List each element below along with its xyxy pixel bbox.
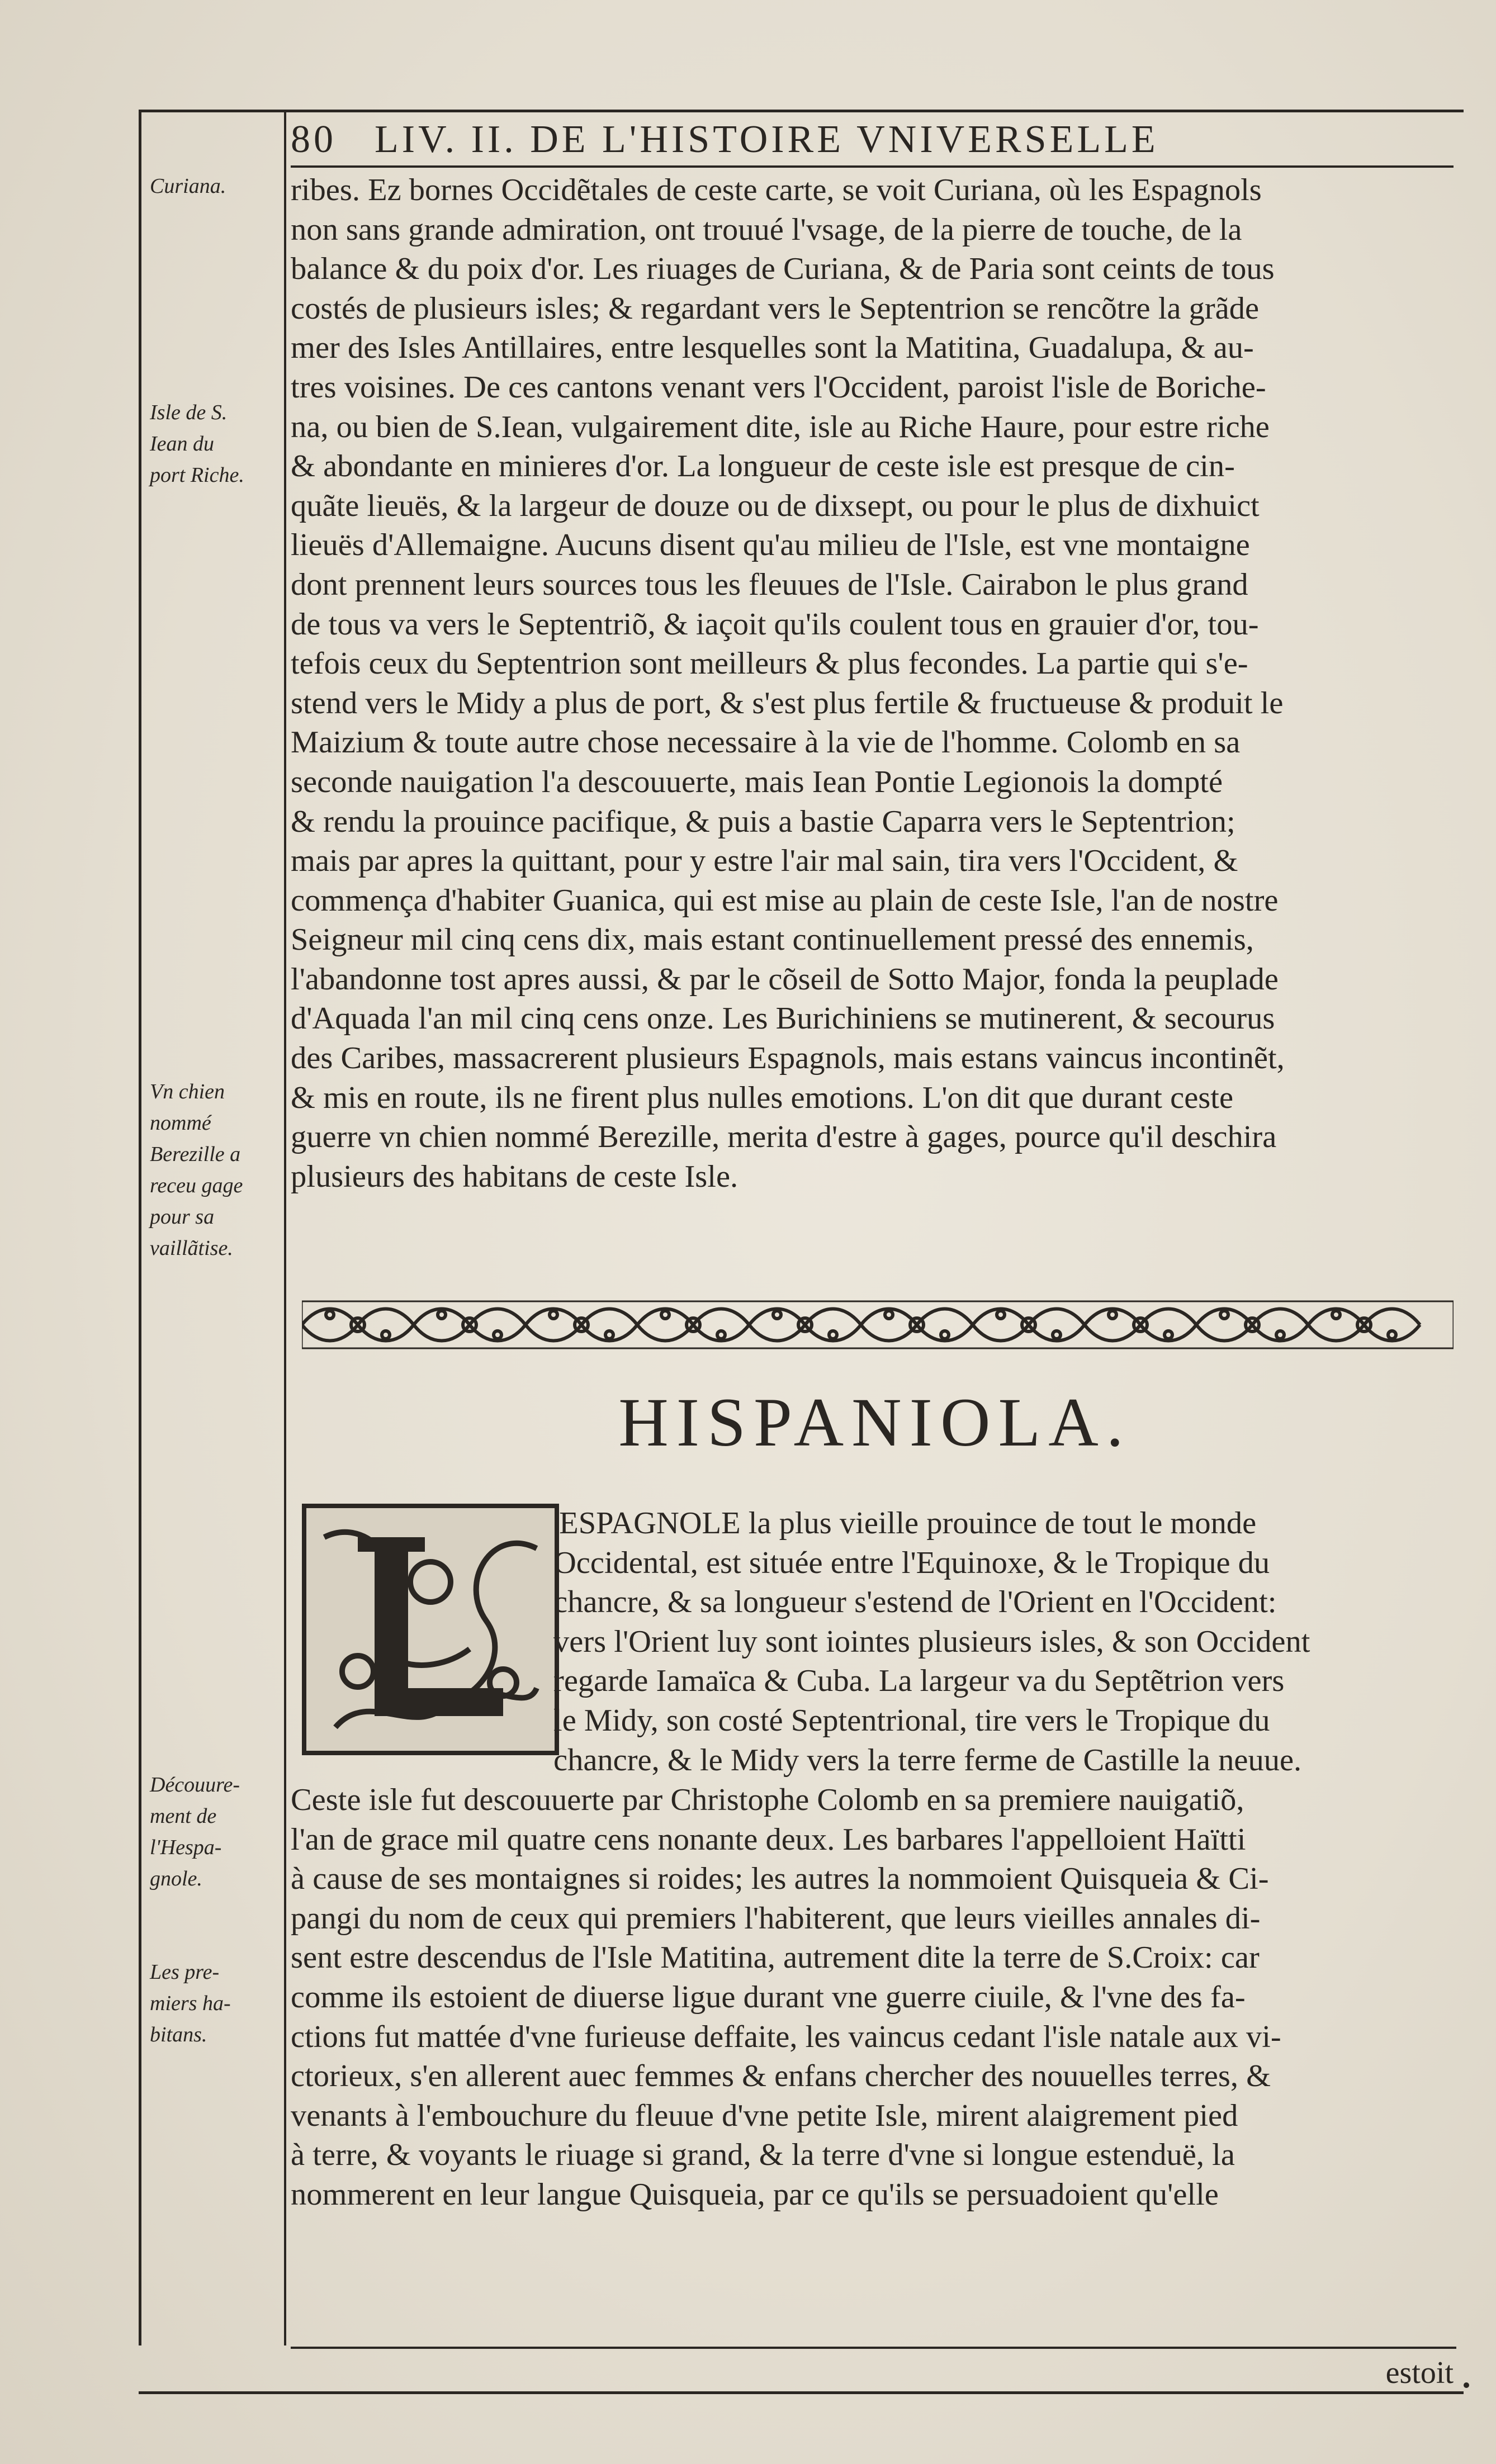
text-line: d'Aquada l'an mil cinq cens onze. Les Burichiniens se mutinerent, & secourus — [291, 1001, 1275, 1036]
text-line: balance & du poix d'or. Les riuages de Curiana, & de Paria sont ceints de tous — [291, 252, 1275, 287]
text-line: commença d'habiter Guanica, qui est mise au plain de ceste Isle, l'an de nostre — [291, 883, 1279, 918]
text-line: Seigneur mil cinq cens dix, mais estant continuellement pressé des ennemis, — [291, 922, 1254, 958]
text-line: vers l'Orient luy sont iointes plusieurs isles, & son Occident — [553, 1624, 1310, 1659]
text-line: nommerent en leur langue Quisqueia, par ce qu'ils se persuadoient qu'elle — [291, 2177, 1219, 2212]
catchword: estoit — [1385, 2356, 1454, 2390]
text-line: chancre, & sa longueur s'estend de l'Orient en l'Occident: — [553, 1585, 1277, 1620]
text-line: & mis en route, ils ne firent plus nulles emotions. L'on dit que durant ceste — [291, 1080, 1234, 1115]
text-line: 'ESPAGNOLE la plus vieille prouince de tout le monde — [553, 1506, 1257, 1541]
margin-column-rule — [284, 110, 286, 2345]
section-two-text — [291, 1780, 1459, 2215]
text-line: ctorieux, s'en allerent auec femmes & enfans chercher des nouuelles terres, & — [291, 2059, 1271, 2094]
page-number: 80 — [291, 118, 337, 161]
header-underline — [291, 165, 1454, 168]
text-line: stend vers le Midy a plus de port, & s'est plus fertile & fructueuse & produit le — [291, 685, 1284, 721]
text-line: l'an de grace mil quatre cens nonante deux. Les barbares l'appelloient Haïtti — [291, 1822, 1246, 1857]
text-line: mer des Isles Antillaires, entre lesquelles sont la Matitina, Guadalupa, & au- — [291, 330, 1254, 366]
section-title: HISPANIOLA. — [618, 1384, 1132, 1461]
text-line: & rendu la prouince pacifique, & puis a bastie Caparra vers le Septentrion; — [291, 804, 1235, 839]
text-line: ribes. Ez bornes Occidẽtales de ceste carte, se voit Curiana, où les Espagnols — [291, 173, 1262, 207]
text-line: à terre, & voyants le riuage si grand, & la terre d'vne si longue estenduë, la — [291, 2138, 1235, 2173]
text-line: pangi du nom de ceux qui premiers l'habiterent, que leurs vieilles annales di- — [291, 1901, 1261, 1936]
text-line: de tous va vers le Septentriõ, & iaçoit qu'ils coulent tous en grauier d'or, tou- — [291, 606, 1259, 642]
text-line: costés de plusieurs isles; & regardant vers le Septentrion se rencõtre la grãde — [291, 291, 1260, 326]
left-outer-rule — [139, 110, 141, 2345]
text-line: guerre vn chien nommé Berezille, merita d'estre à gages, pource qu'il deschira — [291, 1120, 1277, 1155]
text-line: le Midy, son costé Septentrional, tire vers le Tropique du — [553, 1703, 1270, 1738]
text-line: Maizium & toute autre chose necessaire à la vie de l'homme. Colomb en sa — [291, 725, 1241, 760]
page-bottom-rule — [139, 2391, 1464, 2394]
text-line: sent estre descendus de l'Isle Matitina, autrement dite la terre de S.Croix: car — [291, 1940, 1260, 1975]
text-line: tefois ceux du Septentrion sont meilleurs & plus fecondes. La partie qui s'e- — [291, 646, 1248, 681]
text-line: regarde Iamaïca & Cuba. La largeur va du Septẽtrion vers — [553, 1664, 1285, 1699]
text-line: lieuës d'Allemaigne. Aucuns disent qu'au milieu de l'Isle, est vne montaigne — [291, 528, 1250, 563]
ornamental-band — [302, 1298, 1454, 1352]
section-two-indented-text — [291, 1504, 1459, 1780]
text-line: tres voisines. De ces cantons venant vers l'Occident, paroist l'isle de Boriche- — [291, 369, 1266, 405]
margin-note-premiers-habitans: Les pre- miers ha- bitans. — [150, 1960, 231, 2046]
text-line: Ceste isle fut descouuerte par Christophe Colomb en sa premiere nauigatiõ, — [291, 1783, 1244, 1817]
text-line: non sans grande admiration, ont trouué l'vsage, de la pierre de touche, de la — [291, 212, 1242, 247]
margin-note-curiana: Curiana. — [150, 174, 226, 198]
text-line: comme ils estoient de diuerse ligue durant vne guerre ciuile, & l'vne des fa- — [291, 1979, 1246, 2015]
text-line: mais par apres la quittant, pour y estre l'air mal sain, tira vers l'Occident, & — [291, 844, 1238, 879]
section-one-text — [291, 170, 1459, 1196]
running-header — [291, 115, 1454, 165]
text-line: Occidental, est située entre l'Equinoxe, & le Tropique du — [553, 1545, 1270, 1580]
text-line: & abondante en minieres d'or. La longueur de ceste isle est presque de cin- — [291, 449, 1235, 484]
text-line: ctions fut mattée d'vne furieuse deffaite, les vaincus cedant l'isle natale aux vi- — [291, 2019, 1281, 2054]
text-line: chancre, & le Midy vers la terre ferme de Castille la neuue. — [553, 1742, 1302, 1778]
text-line: à cause de ses montaignes si roides; les autres la nommoient Quisqueia & Ci- — [291, 1861, 1269, 1897]
text-line: l'abandonne tost apres aussi, & par le cõseil de Sotto Major, fonda la peuplade — [291, 961, 1279, 997]
text-line: seconde nauigation l'a descouuerte, mais Iean Pontie Legionois la dompté — [291, 764, 1223, 799]
running-title: LIV. II. DE L'HISTOIRE VNIVERSELLE — [375, 118, 1159, 161]
text-line: dont prennent leurs sources tous les fleuues de l'Isle. Cairabon le plus grand — [291, 567, 1248, 602]
ink-dot — [1464, 2382, 1469, 2388]
margin-note-isle-st-jean: Isle de S. Iean du port Riche. — [150, 401, 244, 487]
text-line: plusieurs des habitans de ceste Isle. — [291, 1159, 738, 1194]
text-line: des Caribes, massacrerent plusieurs Espagnols, mais estans vaincus incontinẽt, — [291, 1041, 1285, 1076]
text-line: na, ou bien de S.Iean, vulgairement dite, isle au Riche Haure, pour estre riche — [291, 409, 1270, 444]
margin-note-decouurement: Découure- ment de l'Hespa- gnole. — [150, 1773, 240, 1890]
text-line: venants à l'embouchure du fleuue d'vne petite Isle, mirent alaigrement pied — [291, 2098, 1238, 2133]
text-bottom-rule — [291, 2347, 1456, 2349]
margin-note-chien: Vn chien nommé Berezille a receu gage pour sa vaillãtise. — [150, 1080, 243, 1260]
top-rule — [139, 110, 1464, 112]
text-line: quãte lieuës, & la largeur de douze ou de dixsept, ou pour le plus de dixhuict — [291, 488, 1260, 523]
